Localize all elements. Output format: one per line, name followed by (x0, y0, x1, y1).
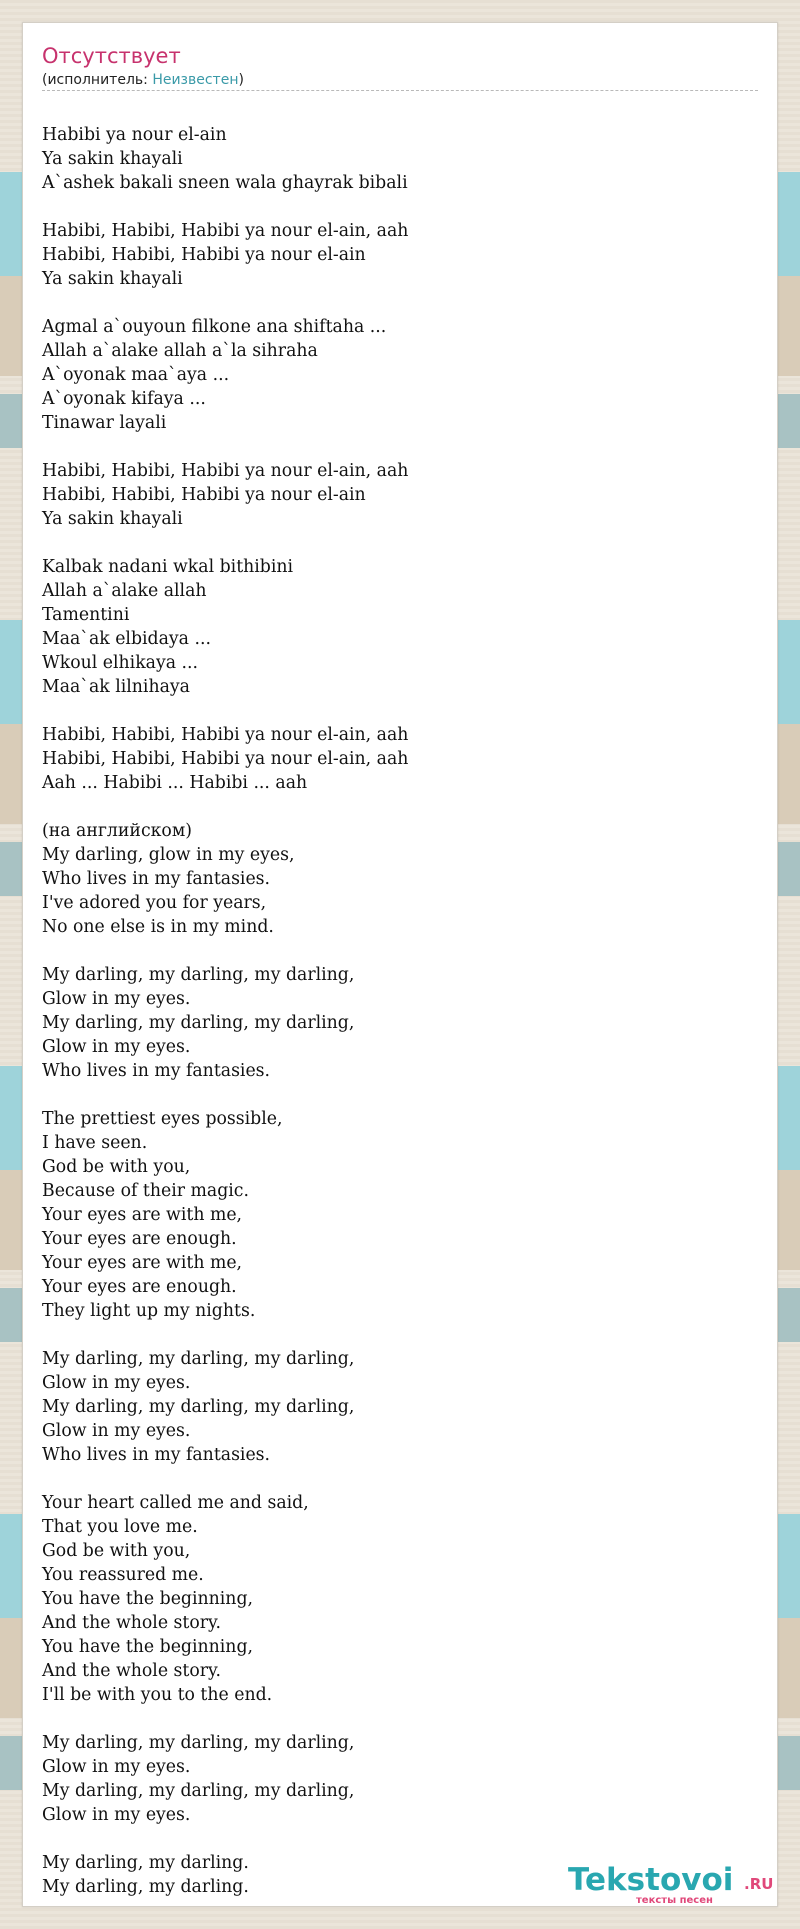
lyric-line: Habibi, Habibi, Habibi ya nour el-ain, aah (42, 725, 409, 745)
lyric-line: My darling, glow in my eyes, (42, 845, 295, 865)
lyric-line: Your eyes are with me, (42, 1253, 243, 1273)
lyric-line: Ya sakin khayali (42, 509, 183, 529)
lyric-line: Habibi, Habibi, Habibi ya nour el-ain, aah (42, 461, 409, 481)
lyric-line: Glow in my eyes. (42, 1373, 191, 1393)
site-logo[interactable] (568, 1862, 774, 1906)
lyric-line: Ya sakin khayali (42, 149, 183, 169)
artist-suffix: ) (238, 72, 244, 88)
stanza-break (42, 195, 758, 219)
lyric-line: Habibi, Habibi, Habibi ya nour el-ain, aah (42, 749, 409, 769)
stanza-break (42, 435, 758, 459)
lyric-line: Glow in my eyes. (42, 1805, 191, 1825)
stanza-break (42, 795, 758, 819)
lyric-line: You reassured me. (42, 1565, 204, 1585)
lyric-line: My darling, my darling. (42, 1853, 249, 1873)
lyric-line: Allah a`alake allah a`la sihraha (42, 341, 318, 361)
lyric-line: Agmal a`ouyoun filkone ana shiftaha ... (42, 317, 387, 337)
lyric-line: Your eyes are enough. (42, 1229, 237, 1249)
lyric-line: Glow in my eyes. (42, 1757, 191, 1777)
lyric-line: Habibi ya nour el-ain (42, 125, 227, 145)
stanza-break (42, 1323, 758, 1347)
lyric-line: My darling, my darling, my darling, (42, 1397, 355, 1417)
artist-line (42, 71, 244, 89)
stanza-break (42, 1467, 758, 1491)
lyric-line: I'll be with you to the end. (42, 1685, 273, 1705)
lyric-line: Who lives in my fantasies. (42, 1445, 271, 1465)
stanza-break (42, 291, 758, 315)
lyric-line: And the whole story. (42, 1661, 221, 1681)
lyric-line: Who lives in my fantasies. (42, 869, 271, 889)
lyric-line: Because of their magic. (42, 1181, 249, 1201)
lyric-line: God be with you, (42, 1541, 191, 1561)
lyric-line: Who lives in my fantasies. (42, 1061, 271, 1081)
lyric-line: Habibi, Habibi, Habibi ya nour el-ain, aah (42, 221, 409, 241)
lyric-line: Aah ... Habibi ... Habibi ... aah (42, 773, 308, 793)
lyric-line: Tinawar layali (42, 413, 167, 433)
logo-tagline: тексты песен (636, 1895, 713, 1906)
lyric-line: I have seen. (42, 1133, 148, 1153)
lyric-line: My darling, my darling. (42, 1877, 249, 1897)
lyric-line: Habibi, Habibi, Habibi ya nour el-ain (42, 245, 366, 265)
lyric-line: Allah a`alake allah (42, 581, 207, 601)
song-title: Отсутствует (42, 44, 181, 68)
artist-prefix: (исполнитель: (42, 72, 153, 88)
lyric-line: My darling, my darling, my darling, (42, 1733, 355, 1753)
lyric-line: Tamentini (42, 605, 130, 625)
lyric-line: Glow in my eyes. (42, 1421, 191, 1441)
lyric-line: You have the beginning, (42, 1589, 253, 1609)
lyric-line: Kalbak nadani wkal bithibini (42, 557, 294, 577)
lyric-line: Your eyes are enough. (42, 1277, 237, 1297)
lyric-line: Glow in my eyes. (42, 1037, 191, 1057)
stanza-break (42, 939, 758, 963)
lyric-line: God be with you, (42, 1157, 191, 1177)
lyric-line: No one else is in my mind. (42, 917, 274, 937)
stanza-break (42, 531, 758, 555)
lyric-line: The prettiest eyes possible, (42, 1109, 283, 1129)
lyrics-card (22, 22, 778, 1907)
lyric-line: (на английском) (42, 821, 193, 841)
lyric-line: Maa`ak lilnihaya (42, 677, 190, 697)
logo-tld: .RU (744, 1875, 774, 1893)
lyric-line: That you love me. (42, 1517, 198, 1537)
lyric-line: You have the beginning, (42, 1637, 253, 1657)
lyric-line: A`oyonak maa`aya ... (42, 365, 230, 385)
lyric-line: My darling, my darling, my darling, (42, 965, 355, 985)
stanza-break (42, 699, 758, 723)
lyric-line: A`oyonak kifaya ... (42, 389, 206, 409)
lyric-line: My darling, my darling, my darling, (42, 1349, 355, 1369)
stanza-break (42, 1707, 758, 1731)
lyrics-text (42, 123, 758, 1899)
lyric-line: Wkoul elhikaya ... (42, 653, 199, 673)
lyric-line: Glow in my eyes. (42, 989, 191, 1009)
lyric-line: My darling, my darling, my darling, (42, 1781, 355, 1801)
lyric-line: Ya sakin khayali (42, 269, 183, 289)
lyric-line: Maa`ak elbidaya ... (42, 629, 211, 649)
logo-wordmark: Tekstovoi (568, 1862, 734, 1898)
lyric-line: They light up my nights. (42, 1301, 256, 1321)
stanza-break (42, 1827, 758, 1851)
lyric-line: Habibi, Habibi, Habibi ya nour el-ain (42, 485, 366, 505)
stanza-break (42, 1083, 758, 1107)
header-divider (42, 90, 758, 91)
lyric-line: Your eyes are with me, (42, 1205, 243, 1225)
lyric-line: A`ashek bakali sneen wala ghayrak bibali (42, 173, 408, 193)
artist-link[interactable]: Неизвестен (152, 72, 239, 88)
lyric-line: My darling, my darling, my darling, (42, 1013, 355, 1033)
lyric-line: I've adored you for years, (42, 893, 267, 913)
lyric-line: And the whole story. (42, 1613, 221, 1633)
lyric-line: Your heart called me and said, (42, 1493, 309, 1513)
